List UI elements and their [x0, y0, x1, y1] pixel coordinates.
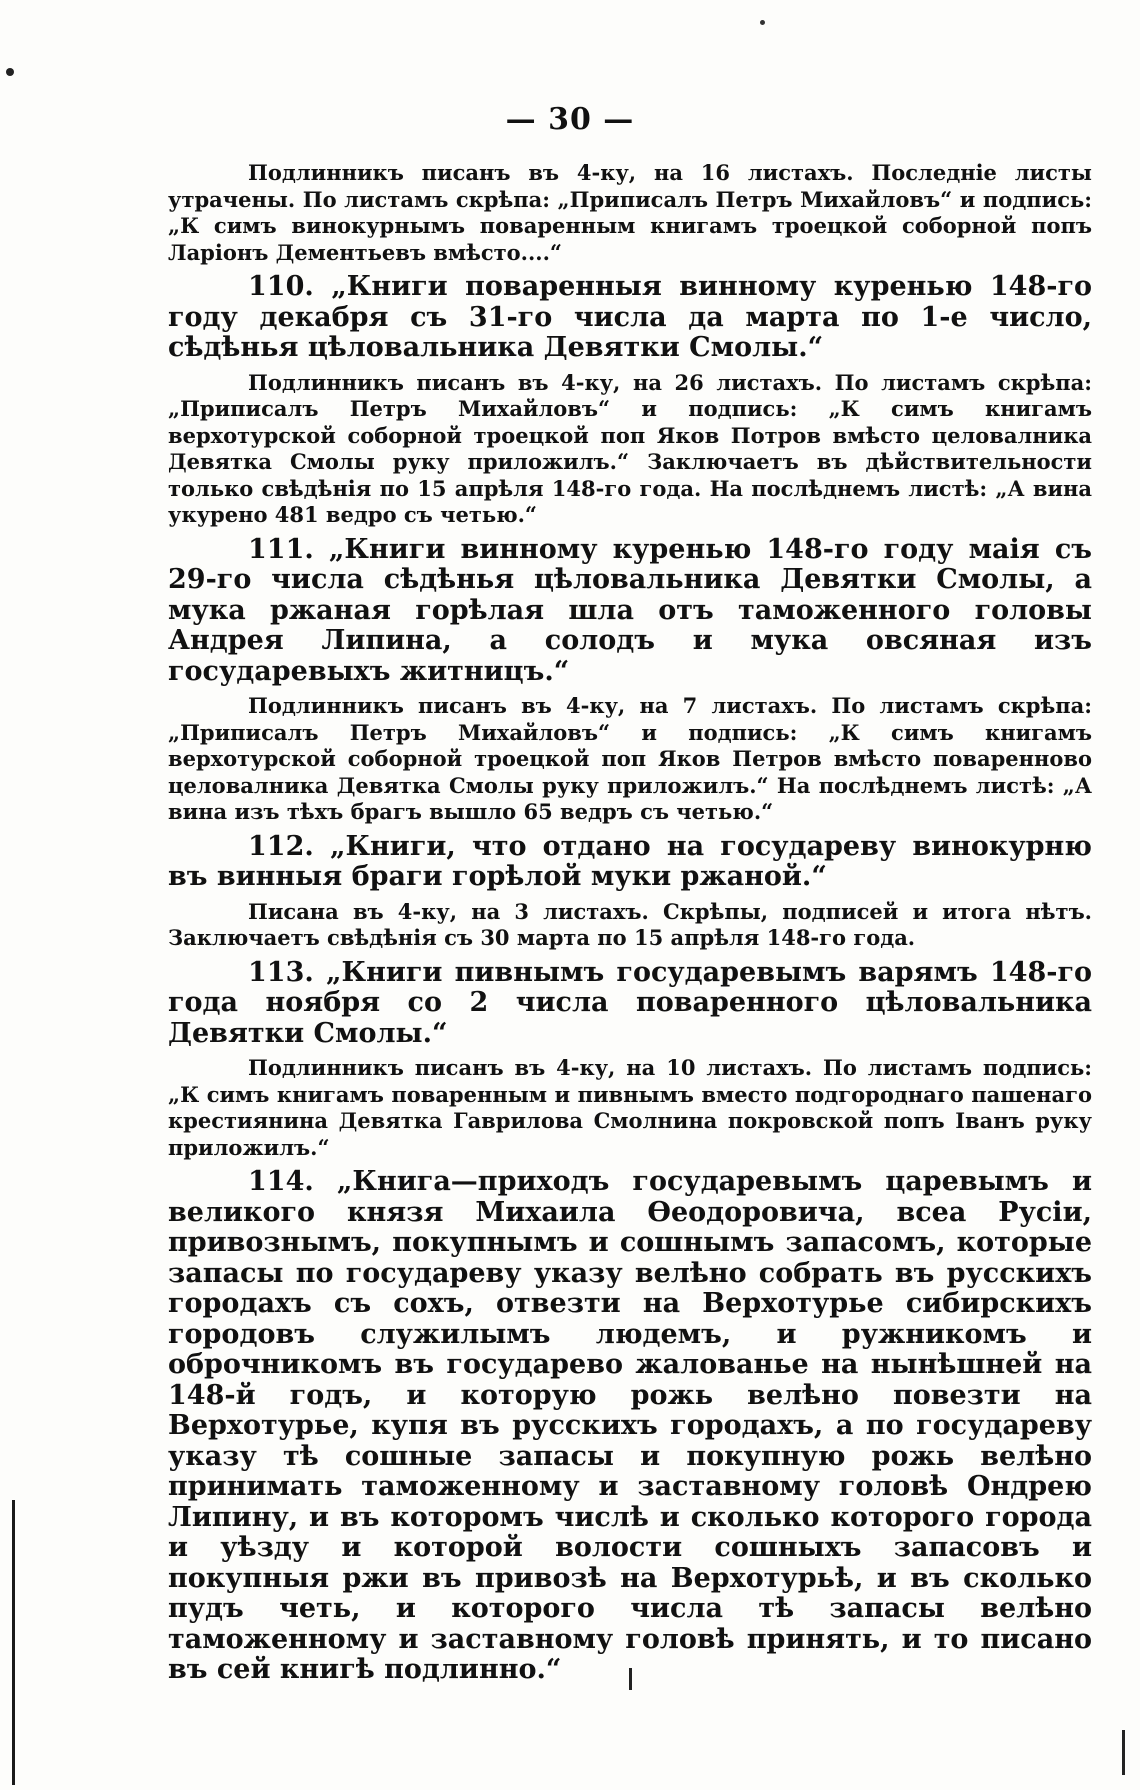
note-text: Подлинникъ писанъ въ 4-ку, на 16 листахъ. Последніе листы утрачены. По листамъ скрѣпа: „Приписалъ Петръ Михайловъ“ и подпись: „К симъ винокурнымъ поваренным книгамъ троецкой соборной попъ Ларіонъ Дементьевъ вмѣсто....“	[168, 160, 1092, 265]
entry-title: „Книги винному куренью 148-го году маія съ 29-го числа сѣдѣнья цѣловальника Девятки Смолы, а мука ржаная горѣлая шла отъ таможенного головы Андрея Липина, а солодъ и мука овсяная изъ государевыхъ житницъ.“	[168, 533, 1092, 687]
archival-note	[168, 370, 1092, 529]
archival-note	[168, 693, 1092, 826]
body-text	[168, 160, 1092, 1692]
note-text: Подлинникъ писанъ въ 4-ку, на 26 листахъ. По листамъ скрѣпа: „Приписалъ Петръ Михайловъ“ и подпись: „К симъ книгамъ верхотурской соборной троецкой поп Яков Потров вмѣсто целовалника Девятка Смолы руку приложилъ.“ Заключаетъ въ дѣйствительности только свѣдѣнія по 15 апрѣля 148-го года. На послѣднемъ листѣ: „А вина укурено 481 ведро съ четью.“	[168, 369, 1092, 527]
page-number: — 30 —	[505, 102, 635, 137]
entry-number: 111.	[248, 533, 314, 565]
entry-number: 112.	[248, 830, 314, 862]
scan-edge-mark	[12, 1500, 15, 1785]
catalog-entry	[168, 535, 1092, 688]
entry-number: 110.	[248, 271, 314, 302]
note-text: Подлинникъ писанъ въ 4-ку, на 7 листахъ. По листамъ скрѣпа: „Приписалъ Петръ Михайловъ“ и подпись: „К симъ книгамъ верхотурской соборной троецкой поп Яков Петров вмѣсто поваренново целовалника Девятка Смолы руку приложилъ.“ На послѣднемъ листѣ: „А вина изъ тѣхъ брагъ вышло 65 ведръ съ четью.“	[168, 693, 1092, 824]
archival-note	[168, 899, 1092, 952]
catalog-entry	[168, 832, 1092, 893]
entry-number: 114.	[248, 1166, 314, 1197]
entry-title: „Книги пивнымъ государевымъ варямъ 148-го года ноября со 2 числа поваренного цѣловальника Девятки Смолы.“	[168, 956, 1092, 1049]
entry-title: „Книги поваренныя винному куренью 148-го году декабря съ 31-го числа да марта по 1-е число, сѣдѣнья цѣловальника Девятки Смолы.“	[168, 271, 1092, 363]
entry-title: „Книга—приходъ государевымъ царевымъ и великого князя Михаила Өеодоровича, всеа Русіи, привознымъ, покупнымъ и сошнымъ запасомъ, которые запасы по государеву указу велѣно собрать въ русскихъ городахъ съ сохъ, отвезти на Верхотурье сибирскихъ городовъ служилымъ людемъ, и ружникомъ и оброчникомъ въ государево жалованье на нынѣшней на 148-й годъ, и которую рожь велѣно повезти на Верхотурье, купя въ русскихъ городахъ, а по государеву указу тѣ сошные запасы и покупную рожь велѣно принимать таможенному и заставному головѣ Ондрею Липину, и въ которомъ числѣ и сколько которого города и уѣзду и которой волости сошныхъ запасовъ и покупныя ржи въ привозѣ на Верхотурьѣ, и въ сколько пудъ четь, и которого числа тѣ запасы велѣно таможенному и заставному головѣ принять, и то писано въ сей книгѣ подлинно.“	[168, 1166, 1092, 1685]
note-text: Подлинникъ писанъ въ 4-ку, на 10 листахъ. По листамъ подпись: „К симъ книгамъ поваренным и пивнымъ вместо подгороднаго пашенаго крестиянина Девятка Гаврилова Смолнина покровской попъ Іванъ руку приложилъ.“	[168, 1055, 1092, 1160]
print-speck	[6, 68, 14, 76]
archival-note	[168, 160, 1092, 266]
archival-note	[168, 1055, 1092, 1161]
catalog-entry	[168, 272, 1092, 364]
entry-number: 113.	[248, 956, 314, 988]
entry-title: „Книги, что отдано на государеву винокурню въ винныя браги горѣлой муки ржаной.“	[168, 830, 1092, 892]
scan-edge-mark	[1122, 1730, 1125, 1775]
catalog-entry	[168, 958, 1092, 1050]
catalog-entry	[168, 1167, 1092, 1686]
print-speck	[760, 20, 765, 25]
note-text: Писана въ 4-ку, на 3 листахъ. Скрѣпы, подписей и итога нѣтъ. Заключаетъ свѣдѣнія съ 30 марта по 15 апрѣля 148-го года.	[168, 898, 1092, 950]
